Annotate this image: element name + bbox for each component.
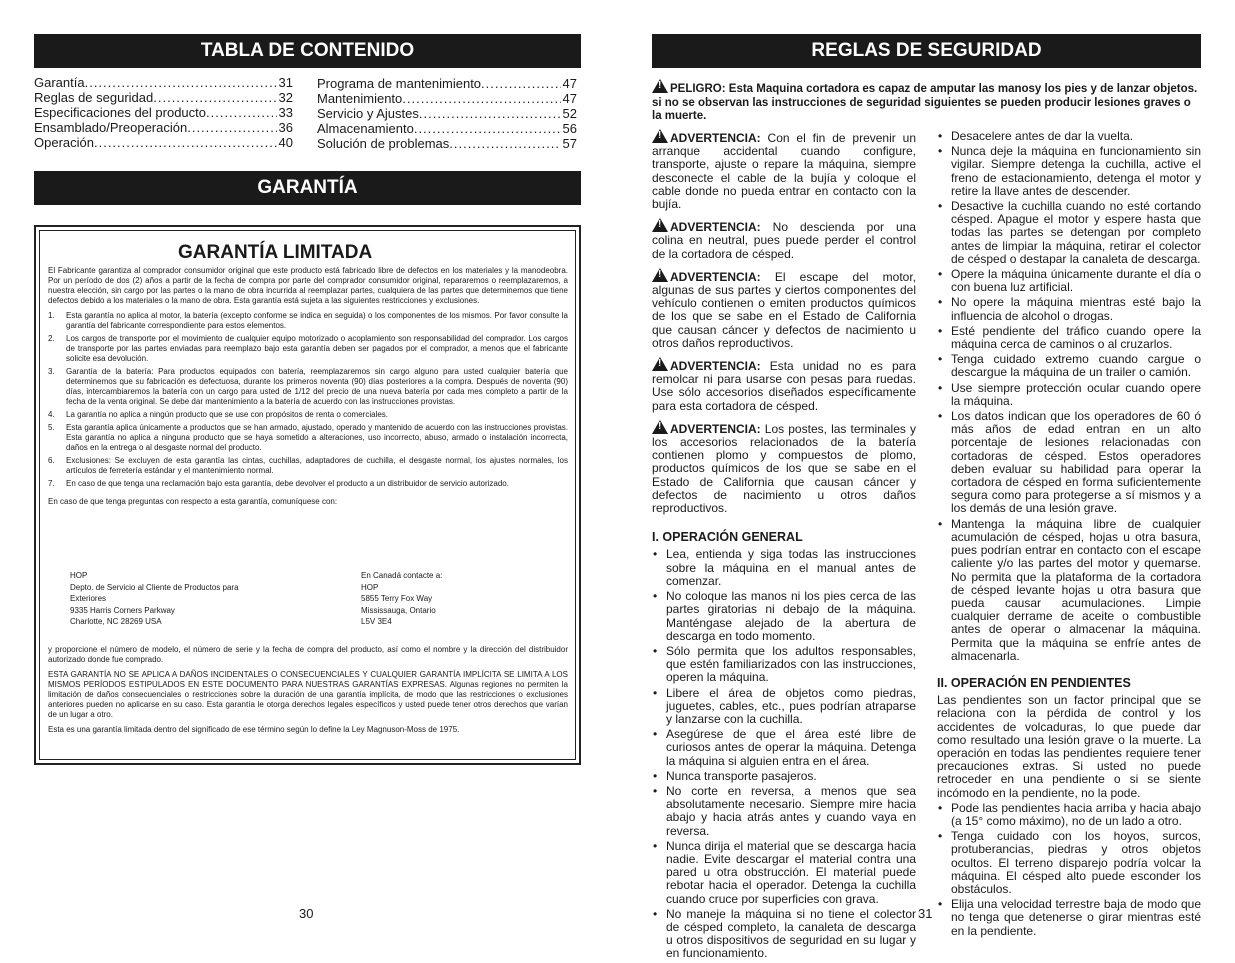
toc-entry[interactable]: Especificaciones del producto ..... 33	[34, 105, 293, 120]
warranty-caps: ESTA GARANTÍA NO SE APLICA A DAÑOS INCIDENTALES O CONSECUENCIALES Y CUALQUIER GARANTÍA IMPLÍCITA SE LIMITA A LOS MISMOS PERÍODOS ESTIPULADOS EN ESTE DOCUMENTO PARA NUESTRAS GARANTÍAS EXPRESAS. Algunas regiones no permiten la limitación de daños consecuenciales o restricciones sobre la duración de una garantía implícita, de modo que las restricciones o exclusiones anteriores pueden no aplicarse en su caso. Esta garantía le otorga derechos legales específicos y usted puede tener otros derechos que varían de un lugar a otro.	[48, 670, 568, 719]
toc-entry[interactable]: Ensamblado/Preoperación ..... 36	[34, 120, 293, 135]
section-title-slopes: II. OPERACIÓN EN PENDIENTES	[937, 675, 1131, 690]
warning-paragraph: !ADVERTENCIA: El escape del motor, algunas de sus partes y ciertos componentes del vehículo contienen o emiten productos químicos de los que se sabe en el Estado de California que causan cáncer y defectos de nacimiento u otros daños reproductivos.	[652, 268, 916, 350]
toc-left-column	[34, 75, 293, 150]
address-canada: En Canadá contacte a: HOP 5855 Terry Fox Way Mississauga, Ontario L5V 3E4	[361, 571, 443, 626]
list-item: • Sólo permita que los adultos responsables, que estén familiarizados con las instrucciones, operen la máquina.	[652, 645, 916, 685]
list-item: • Elija una velocidad terrestre baja de modo que no tenga que detenerse o girar mientras esté en la pendiente.	[937, 898, 1201, 938]
list-item: 7. En caso de que tenga una reclamación bajo esta garantía, debe devolver el producto a un distribuidor de servicio autorizado.	[48, 479, 509, 488]
list-item: • Tenga cuidado extremo cuando cargue o descargue la máquina de un trailer o camión.	[937, 353, 1201, 379]
list-item: 4. La garantía no aplica a ningún producto que se use con propósitos de renta o comerciales.	[48, 410, 388, 419]
general-operation-list-continued	[937, 130, 1201, 663]
warning-triangle-icon	[652, 268, 668, 282]
section-title-general: I. OPERACIÓN GENERAL	[652, 530, 803, 545]
safety-column-2	[937, 130, 1201, 940]
list-item: • Desacelere antes de dar la vuelta.	[937, 130, 1201, 143]
warranty-final: Esta es una garantía limitada dentro del significado de ese término según lo define la Ley Magnuson-Moss de 1975.	[48, 725, 460, 734]
list-item: 5. Esta garantía aplica únicamente a productos que se han armado, ajustado, operado y mantenido de acuerdo con las instrucciones provistas. Esta garantía no aplica a ninguna producto que se haya sometido a alteraciones, uso incorrecto, abuso, armado o instalación incorrecta, daños en la entrega o al desgaste normal del producto.	[48, 423, 568, 452]
list-item: • Use siempre protección ocular cuando opere la máquina.	[937, 382, 1201, 408]
list-item: • No maneje la máquina si no tiene el colector de césped completo, la canaleta de descarga u otros dispositivos de seguridad en su lugar y en funcionamiento.	[652, 908, 916, 961]
warranty-bar-title: GARANTÍA	[257, 177, 358, 198]
list-item: • Nunca deje la máquina en funcionamiento sin vigilar. Siempre detenga la cuchilla, active el freno de estacionamiento, detenga el motor y retire la llave antes de descender.	[937, 145, 1201, 198]
toc-title: TABLA DE CONTENIDO	[200, 40, 415, 61]
page-number-right: 31	[918, 906, 933, 921]
list-item: • Asegúrese de que el área esté libre de curiosos antes de operar la máquina. Detenga la máquina si alguien entra en el área.	[652, 728, 916, 768]
safety-title: REGLAS DE SEGURIDAD	[811, 40, 1042, 61]
address-us: HOP Depto. de Servicio al Cliente de Productos para Exteriores 9335 Harris Corners Parkway Charlotte, NC 28269 USA	[70, 571, 239, 626]
general-operation-list	[652, 548, 916, 960]
toc-entry[interactable]: Servicio y Ajustes ..... 52	[317, 106, 577, 121]
list-item: • Lea, entienda y siga todas las instrucciones sobre la máquina en el manual antes de comenzar.	[652, 548, 916, 588]
list-item: • Mantenga la máquina libre de cualquier acumulación de césped, hojas u otra basura, pues podrían entrar en contacto con el escape caliente y/o las partes del motor y quemarse. No permita que la plataforma de la cortadora de césped levante hojas u otra basura que pueda causar acumulaciones. Limpie cualquier derrame de aceite o combustible antes de operar o almacenar la máquina. Permita que la máquina se enfríe antes de almacenarla.	[937, 518, 1201, 663]
warning-paragraph: !ADVERTENCIA: Esta unidad no es para remolcar ni para usarse con pesas para ruedas. Use sólo accesorios diseñados específicamente para esta cortadora de césped.	[652, 357, 916, 413]
warranty-list	[48, 311, 568, 489]
safety-title-bar	[652, 34, 1201, 68]
list-item: • Libere el área de objetos como piedras, juguetes, cables, etc., pues podrían atraparse y lanzarse con la cuchilla.	[652, 687, 916, 727]
list-item: 3. Garantía de la batería: Para productos equipados con batería, reemplazaremos sin cargo alguno para usted cualquier batería que determinemos que su fabricación es defectuosa, durante los primeros noventa (90) días posteriores a la compra. Después de noventa (90) días, intercambiaremos la batería con un cargo para usted de 1/12 del precio de una nueva batería por cada mes completo a partir de la fecha de la venta original. Se debe dar mantenimiento a la batería de acuerdo con las instrucciones provistas.	[48, 367, 568, 406]
warranty-bar	[34, 171, 581, 205]
list-item: • Los datos indican que los operadores de 60 ó más años de edad entran en un alto porcentaje de lesiones relacionadas con cortadoras de césped. Estos operadores deben evaluar su habilidad para operar la cortadora de césped en forma suficientemente segura como para protegerse a sí mismos y a los demás de una lesión grave.	[937, 410, 1201, 516]
toc-entry[interactable]: Garantía ..... 31	[34, 75, 293, 90]
warranty-after: y proporcione el número de modelo, el número de serie y la fecha de compra del producto, así como el nombre y la dirección del distribuidor autorizado donde fue comprado.	[48, 645, 568, 664]
warning-triangle-icon	[652, 79, 668, 93]
warranty-intro: El Fabricante garantiza al comprador consumidor original que este producto está fabricado libre de defectos en los materiales y la manodeobra. Por un período de dos (2) años a partir de la fecha de compra por parte del comprador consumidor original, repararemos o reemplazaremos, a nuestra elección, sin cargo por las partes o la mano de obra incurrida al reemplazar partes, cualquiera de las partes que determinemos que tiene defectos debido a los materiales o la mano de obra. Esta garantía está sujeta a las siguientes restricciones y exclusiones.	[48, 266, 568, 305]
list-item: • Nunca transporte pasajeros.	[652, 770, 916, 783]
toc-entry[interactable]: Operación ..... 40	[34, 135, 293, 150]
list-item: 6. Exclusiones: Se excluyen de esta garantía las cintas, cuchillas, adaptadores de cuchilla, el desgaste normal, los ajustes normales, los artículos de ferretería estándar y el mantenimiento normal.	[48, 456, 568, 475]
toc-entry[interactable]: Mantenimiento ..... 47	[317, 91, 577, 106]
list-item: 1. Esta garantía no aplica al motor, la batería (excepto conforme se indica en seguida) o los componentes de los mismos. Por favor consulte la garantía del fabricante correspondiente para estos elementos.	[48, 311, 568, 330]
list-item: • Opere la máquina únicamente durante el día o con buena luz artificial.	[937, 268, 1201, 294]
warning-triangle-icon	[652, 357, 668, 371]
warranty-title: GARANTÍA LIMITADA	[178, 242, 373, 263]
toc-entry[interactable]: Reglas de seguridad ..... 32	[34, 90, 293, 105]
warranty-footer	[48, 645, 568, 740]
warning-paragraph: !ADVERTENCIA: No descienda por una colina en neutral, pues puede perder el control de la cortadora de césped.	[652, 218, 916, 261]
list-item: 2. Los cargos de transporte por el movimiento de cualquier equipo motorizado o acoplamiento son responsabilidad del comprador. Los cargos de transporte por las partes enviadas para reemplazo bajo esta garantía deben ser pagados por el comprador, a menos que el fabricante solicite esa devolución.	[48, 334, 568, 363]
warning-triangle-icon	[652, 218, 668, 232]
slopes-list	[937, 802, 1201, 938]
warning-paragraph: !ADVERTENCIA: Los postes, las terminales y los accesorios relacionados de la batería contienen plomo y compuestos de plomo, productos químicos de los que se sabe en el Estado de California que causan cáncer y defectos de nacimiento u otros daños reproductivos.	[652, 420, 916, 515]
safety-column-1	[652, 129, 916, 963]
toc-title-bar	[34, 34, 581, 68]
warning-triangle-icon	[652, 129, 668, 143]
warranty-questions: En caso de que tenga preguntas con respecto a esta garantía, comuníquese con:	[48, 497, 338, 506]
list-item: • No opere la máquina mientras esté bajo la influencia de alcohol o drogas.	[937, 296, 1201, 322]
toc-entry[interactable]: Solución de problemas ..... 57	[317, 136, 577, 151]
warning-triangle-icon	[652, 420, 668, 434]
danger-notice: !PELIGRO: Esta Maquina cortadora es capaz de amputar las manosy los pies y de lanzar objetos. si no se observan las instrucciones de seguridad siguientes se pueden producir lesiones graves o la muerte.	[652, 79, 1201, 124]
page-number-left: 30	[299, 906, 314, 921]
warning-paragraph: !ADVERTENCIA: Con el fin de prevenir un arranque accidental cuando configure, transporte, ajuste o repare la máquina, siempre desconecte el cable de la bujía y coloque el cable donde no pueda entrar en contacto con la bujía.	[652, 129, 916, 211]
toc-right-column	[317, 76, 577, 151]
toc-entry[interactable]: Programa de mantenimiento ..... 47	[317, 76, 577, 91]
list-item: • Esté pendiente del tráfico cuando opere la máquina cerca de caminos o al cruzarlos.	[937, 325, 1201, 351]
list-item: • No corte en reversa, a menos que sea absolutamente necesario. Siempre mire hacia abajo y hacia atrás antes y cuando vaya en reversa.	[652, 785, 916, 838]
list-item: • Nunca dirija el material que se descarga hacia nadie. Evite descargar el material contra una pared u otra obstrucción. El material puede rebotar hacia el operador. Detenga la cuchilla cuando cruce por superficies con grava.	[652, 840, 916, 906]
warranty-body	[48, 266, 568, 512]
slopes-intro: Las pendientes son un factor principal que se relaciona con la pérdida de control y los accidentes de volcaduras, lo que puede dar como resultado una lesión grave o la muerte. La operación en todas las pendientes requiere tener precauciones extras. Si usted no puede retroceder en una pendiente o si se siente incómodo en la pendiente, no la pode.	[937, 693, 1201, 800]
list-item: • Desactive la cuchilla cuando no esté cortando césped. Apague el motor y espere hasta que todas las partes se detengan por completo antes de limpiar la máquina, retirar el colector de césped o destapar la canaleta de descarga.	[937, 200, 1201, 266]
toc-entry[interactable]: Almacenamiento ..... 56	[317, 121, 577, 136]
list-item: • Pode las pendientes hacia arriba y hacia abajo (a 15° como máximo), no de un lado a otro.	[937, 802, 1201, 828]
list-item: • No coloque las manos ni los pies cerca de las partes giratorias ni debajo de la máquina. Manténgase alejado de la abertura de descarga en todo momento.	[652, 590, 916, 643]
list-item: • Tenga cuidado con los hoyos, surcos, protuberancias, piedras y otros objetos ocultos. El terreno disparejo podría volcar la máquina. El césped alto puede esconder los obstáculos.	[937, 830, 1201, 896]
